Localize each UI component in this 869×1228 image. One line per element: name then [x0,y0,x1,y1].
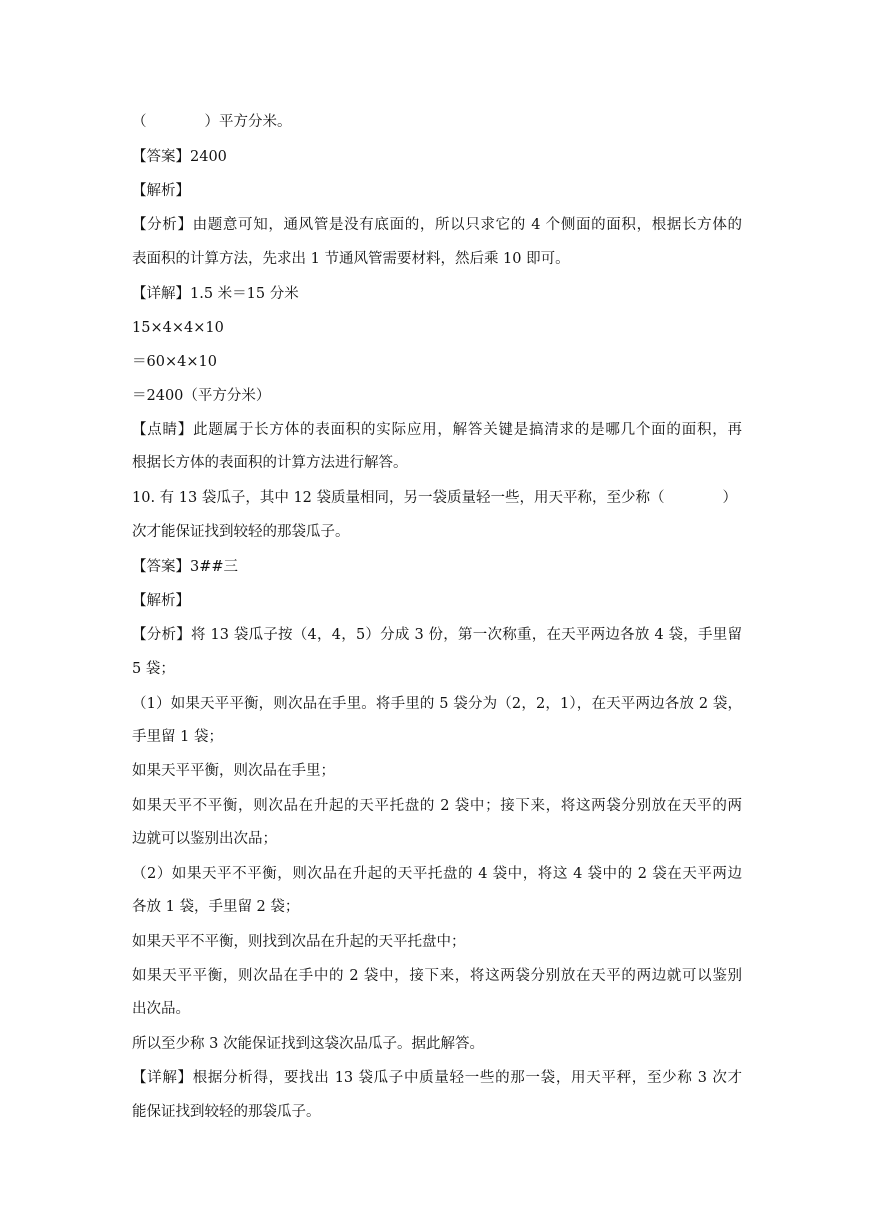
question-10-text: 10. 有 13 袋瓜子，其中 12 袋质量相同，另一袋质量轻一些，用天平称，至少称（ ） [132,490,738,506]
analysis-text: 表面积的计算方法，先求出 1 节通风管需要材料，然后乘 10 即可。 [132,251,570,267]
analysis-text: 【分析】将 13 袋瓜子按（4，4，5）分成 3 份，第一次称重，在天平两边各放 4 袋，手里留 [132,627,742,643]
equation-line: 15×4×4×10 [132,320,224,336]
comment-text: 根据长方体的表面积的计算方法进行解答。 [132,455,408,471]
answer-blank-line: （ ）平方分米。 [132,114,292,130]
detail-line: 【详解】1.5 米＝15 分米 [132,286,299,302]
question-10-text: 次才能保证找到较轻的那袋瓜子。 [132,524,350,540]
analysis-heading: 【解析】 [132,593,190,609]
analysis-text: （2）如果天平不平衡，则次品在升起的天平托盘的 4 袋中，将这 4 袋中的 2 袋在天平两边 [132,866,742,882]
analysis-text: （1）如果天平平衡，则次品在手里。将手里的 5 袋分为（2，2，1），在天平两边各放 2 袋， [132,696,742,712]
analysis-text: 所以至少称 3 次能保证找到这袋次品瓜子。据此解答。 [132,1036,484,1052]
analysis-text: 如果天平不平衡，则找到次品在升起的天平托盘中； [132,934,466,950]
analysis-heading: 【解析】 [132,183,190,199]
analysis-text: 边就可以鉴别出次品； [132,831,277,847]
detail-text: 能保证找到较轻的那袋瓜子。 [132,1104,321,1120]
equation-line: ＝2400（平方分米） [132,388,271,404]
analysis-text: 手里留 1 袋； [132,729,223,745]
analysis-text: 出次品。 [132,1001,190,1017]
analysis-text: 5 袋； [132,661,175,677]
equation-line: ＝60×4×10 [132,354,217,370]
comment-text: 【点睛】此题属于长方体的表面积的实际应用，解答关键是搞清求的是哪几个面的面积，再 [132,422,742,438]
detail-text: 【详解】根据分析得，要找出 13 袋瓜子中质量轻一些的那一袋，用天平秤，至少称 3 次才 [132,1070,742,1086]
analysis-text: 如果天平不平衡，则次品在升起的天平托盘的 2 袋中；接下来，将这两袋分别放在天平的两 [132,798,742,814]
answer-line: 【答案】2400 [132,149,227,165]
answer-line: 【答案】3##三 [132,559,239,575]
analysis-text: 各放 1 袋，手里留 2 袋； [132,899,300,915]
analysis-text: 如果天平平衡，则次品在手里； [132,763,335,779]
analysis-text: 如果天平平衡，则次品在手中的 2 袋中，接下来，将这两袋分别放在天平的两边就可以鉴别 [132,968,742,984]
analysis-text: 【分析】由题意可知，通风管是没有底面的，所以只求它的 4 个侧面的面积，根据长方体的 [132,217,742,233]
